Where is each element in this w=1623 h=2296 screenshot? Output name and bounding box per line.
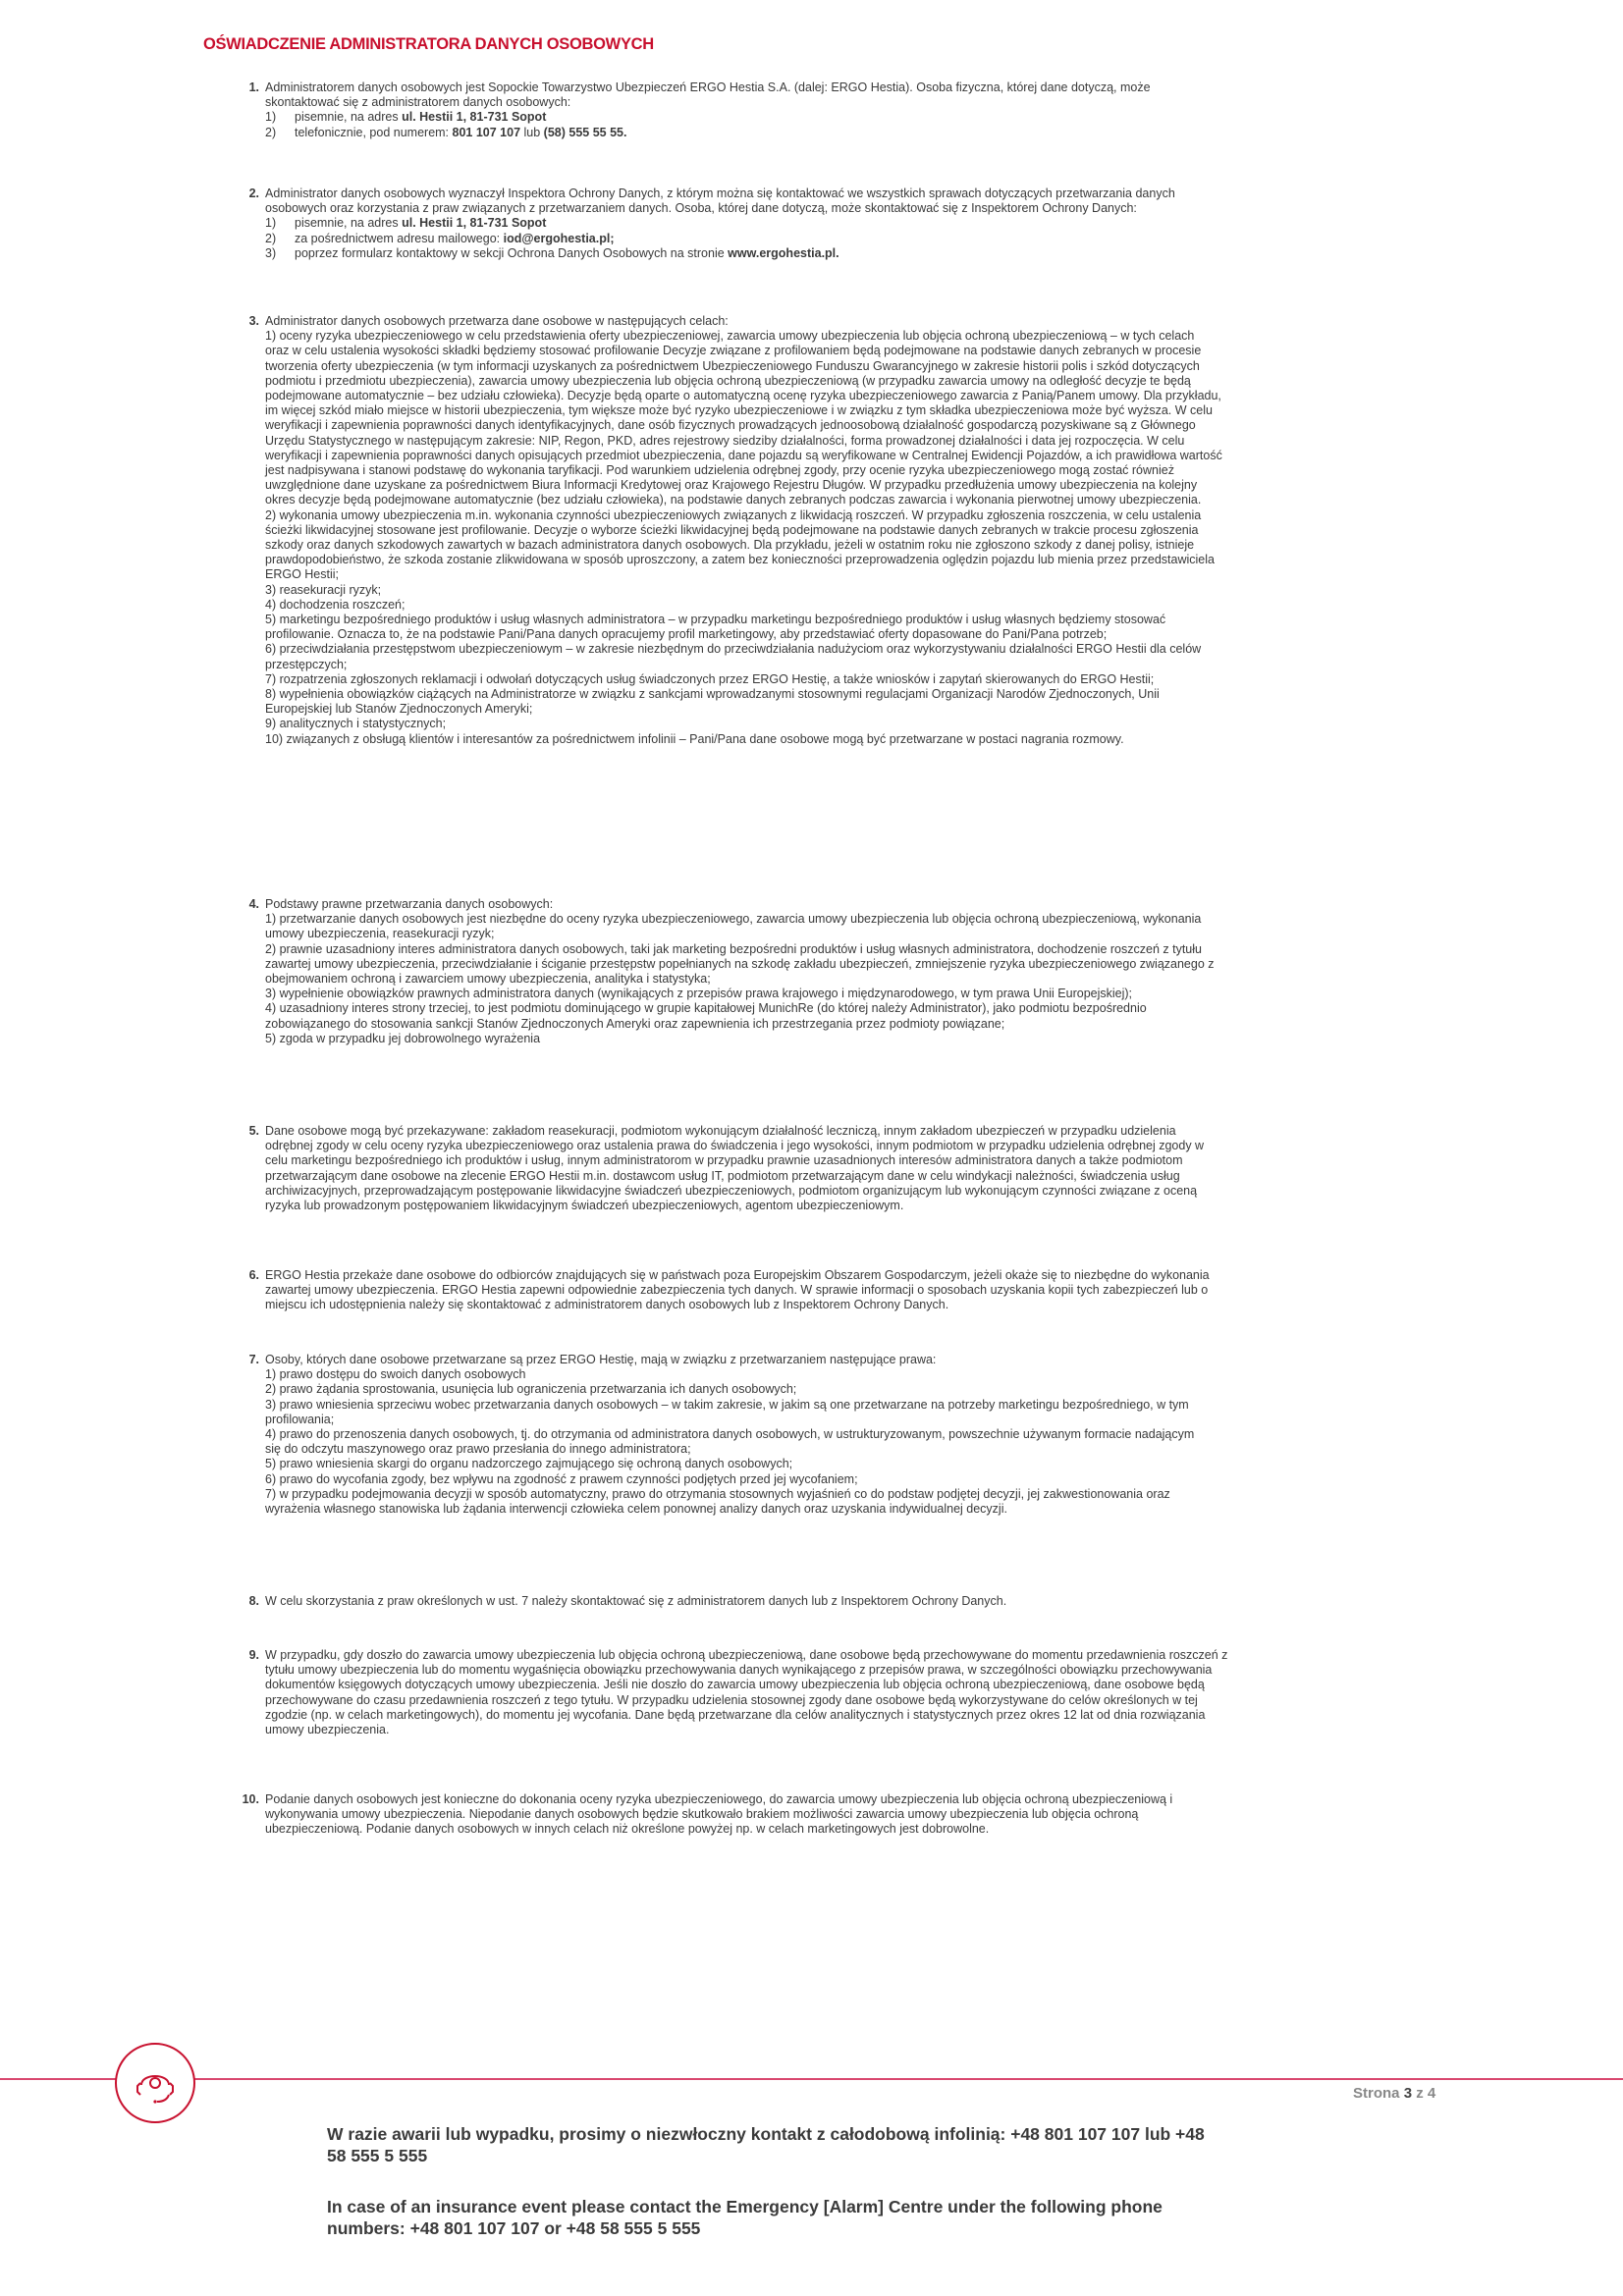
section-line: 1) oceny ryzyka ubezpieczeniowego w celu przedstawienia oferty ubezpieczeniowej, zawarcia umowy ubezpieczenia lub objęcia ochroną ubezpieczeniową – w tych celach — [265, 329, 1195, 344]
section-line: podejmowane automatycznie – bez udziału człowieka). Decyzje będą oparte o automatyczną ocenę ryzyka ubezpieczeniowego zawarcia z Panią/Panem umowy. Dla przykładu, — [265, 389, 1221, 403]
section-line: tworzenia oferty ubezpieczenia (w tym informacji uzyskanych za pośrednictwem Ubezpieczeniowego Funduszu Gwarancyjnego w zakresie historii polis i szkód dotyczących — [265, 358, 1200, 373]
section-line: obejmowaniem ochroną i zawarciem umowy ubezpieczenia, analityka i statystyka; — [265, 972, 711, 987]
section-line: szkody oraz danych szkodowych zawartych w bazach administratora danych osobowych. Dla przykładu, jeżeli w ostatnim roku nie zgłoszono szkody z danej polisy, istnieje — [265, 538, 1195, 553]
section-1 — [236, 80, 1453, 140]
section-line: 5) marketingu bezpośredniego produktów i usług własnych administratora – w przypadku marketingu bezpośredniego produktów i usług własnych będziemy stosować — [265, 613, 1166, 627]
section-line: 2) wykonania umowy ubezpieczenia m.in. wykonania czynności ubezpieczeniowych związanych z likwidacją roszczeń. W przypadku zgłoszenia roszczenia, w celu ustalenia — [265, 507, 1202, 522]
section-line: 4) dochodzenia roszczeń; — [265, 597, 406, 612]
section-7 — [236, 1353, 1453, 1517]
section-3 — [236, 314, 1453, 747]
section-8 — [236, 1594, 1453, 1609]
footer-divider — [0, 2078, 1623, 2080]
section-number: 8. — [248, 1594, 259, 1608]
section-line: zawartej umowy ubezpieczenia, przeciwdziałanie i ściganie przestępstw popełnianych na szkodę zakładu ubezpieczeń, zmniejszenie ryzyka ubezpieczeniowego związanego z — [265, 956, 1215, 971]
page-number: Strona 3 z 4 — [1353, 2085, 1436, 2102]
section-line: 8) wypełnienia obowiązków ciążących na Administratorze w związku z sankcjami wprowadzanymi stosownymi regulacjami Organizacji Narodów Zjednoczonych, Unii — [265, 687, 1160, 702]
list-item: 1) pisemnie, na adres ul. Hestii 1, 81-731 Sopot — [265, 216, 547, 231]
section-line: miejscu ich udostępnienia należy się skontaktować z administratorem danych osobowych lub z Inspektorem Ochrony Danych. — [265, 1298, 949, 1312]
section-line: ERGO Hestia przekaże dane osobowe do odbiorców znajdujących się w państwach poza Europejskim Obszarem Gospodarczym, jeżeli okaże się to niezbędne do wykonania — [265, 1268, 1210, 1282]
section-number: 7. — [248, 1353, 259, 1366]
section-line: wyrażenia własnego stanowiska lub żądania interwencji człowieka celem ponownej analizy danych oraz uzyskania indywidualnej decyzji. — [265, 1502, 1007, 1517]
section-line: 5) zgoda w przypadku jej dobrowolnego wyrażenia — [265, 1031, 541, 1045]
section-line: umowy ubezpieczenia, reasekuracji ryzyk; — [265, 927, 495, 941]
section-line: weryfikacji i zapewnienia poprawności danych opisujących przedmiot ubezpieczenia, dane pojazdu są weryfikowane w Centralnej Ewidencji Pojazdów, a ich prawidłowa wartość — [265, 448, 1222, 462]
section-2 — [236, 187, 1453, 261]
section-line: ERGO Hestii; — [265, 567, 340, 582]
page-title: OŚWIADCZENIE ADMINISTRATORA DANYCH OSOBOWYCH — [203, 35, 654, 53]
section-10 — [236, 1792, 1453, 1838]
section-line: Podanie danych osobowych jest konieczne do dokonania oceny ryzyka ubezpieczeniowego, do zawarcia umowy ubezpieczenia lub objęcia ochroną ubezpieczeniową i — [265, 1792, 1173, 1806]
section-line: Podstawy prawne przetwarzania danych osobowych: — [265, 897, 554, 911]
section-line: 4) prawo do przenoszenia danych osobowych, tj. do otrzymania od administratora danych osobowych, w ustrukturyzowanym, powszechnie używanym formacie nadającym — [265, 1427, 1195, 1442]
section-line: ryzyka lub prowadzonym postępowaniem likwidacyjnym świadczeń ubezpieczeniowych, agentom ubezpieczeniowym. — [265, 1199, 904, 1213]
section-number: 6. — [248, 1268, 259, 1282]
headset-icon — [134, 2061, 177, 2105]
section-line: 1) prawo dostępu do swoich danych osobowych — [265, 1367, 526, 1382]
section-line: tytułu umowy ubezpieczenia lub do momentu wygaśnięcia obowiązku przechowywania danych wynikającego z przepisów prawa, w szczególności obowiązku przechowywania — [265, 1663, 1213, 1678]
section-line: Administrator danych osobowych przetwarza dane osobowe w następujących celach: — [265, 314, 729, 328]
section-line: weryfikacji i zapewnienia poprawności danych identyfikacyjnych, dane osób fizycznych prowadzących jednoosobową działalność gospodarczą pozyskiwane są z Głównego — [265, 418, 1196, 433]
section-line: im więcej szkód miało miejsce w historii ubezpieczenia, tym większe może być ryzyko ubezpieczeniowe i w związku z tym składka ubezpieczeniowa może być wyższa. W celu — [265, 403, 1213, 418]
section-number: 1. — [248, 80, 259, 94]
section-line: oraz w celu ustalenia wysokości składki będziemy stosować profilowanie Decyzje związane z profilowaniem będą podejmowane na podstawie danych zebranych w procesie — [265, 344, 1202, 358]
section-line: Administrator danych osobowych wyznaczył Inspektora Ochrony Danych, z którym można się kontaktować we wszystkich sprawach dotyczących przetwarzania danych — [265, 187, 1175, 200]
section-line: jest nadpisywana i stanowi podstawę do wykonania taryfikacji. Pod warunkiem udzielenia odrębnej zgody, przy ocenie ryzyka ubezpieczeniowego mogą zostać również — [265, 463, 1174, 478]
section-line: okres decyzje będą podejmowane automatycznie (bez udziału człowieka), na podstawie danych zebranych podczas zawarcia i wykonania pierwotnej umowy ubezpieczenia. — [265, 493, 1202, 507]
section-line: 3) prawo wniesienia sprzeciwu wobec przetwarzania danych osobowych – w takim zakresie, w jakim są one przetwarzane na potrzeby marketingu bezpośredniego, w tym — [265, 1397, 1189, 1412]
section-5 — [236, 1124, 1453, 1213]
section-line: podmiotu i przedmiotu ubezpieczenia), zawarcia umowy ubezpieczenia lub objęcia ochroną ubezpieczeniową (w przypadku zawarcia umowy na odległość decyzje te będą — [265, 373, 1191, 388]
section-line: celu marketingu bezpośredniego ich produktów i usług, innym administratorom w przypadku prawnie uzasadnionych interesów administratora danych a także podmiotom — [265, 1153, 1183, 1168]
section-line: zgodzie (np. w celach marketingowych), do momentu jej wycofania. Dane będą przetwarzane dla celów analitycznych i statystycznych przez okres 12 lat od dnia rozwiązania — [265, 1707, 1206, 1722]
footer-polish-contact: W razie awarii lub wypadku, prosimy o niezwłoczny kontakt z całodobową infolinią: +48 801 107 107 lub +48 58 555 5 555 — [327, 2124, 1205, 2165]
section-line: przestępczych; — [265, 657, 348, 671]
section-line: osobowych oraz korzystania z praw związanych z przetwarzaniem danych. Osoba, której dane dotyczą, może skontaktować się z Inspektorem Ochrony Danych: — [265, 201, 1137, 216]
section-line: umowy ubezpieczenia. — [265, 1723, 390, 1737]
section-line: 7) rozpatrzenia zgłoszonych reklamacji i odwołań dotyczących usług świadczonych przez ERGO Hestię, a także wniosków i zapytań skierowanych do ERGO Hestii; — [265, 671, 1155, 686]
section-line: 3) wypełnienie obowiązków prawnych administratora danych (wynikających z przepisów prawa krajowego i międzynarodowego, w tym prawa Unii Europejskiej); — [265, 987, 1133, 1001]
section-line: 2) prawo żądania sprostowania, usunięcia lub ograniczenia przetwarzania ich danych osobowych; — [265, 1382, 797, 1397]
section-line: Urzędu Statystycznego w następującym zakresie: NIP, Regon, PKD, adres rejestrowy siedziby działalności, forma prowadzonej działalności i data jej rozpoczęcia. W celu — [265, 433, 1185, 448]
section-line: ubezpieczeniową. Podanie danych osobowych w innych celach niż określone powyżej np. w celach marketingowych jest dobrowolne. — [265, 1822, 990, 1837]
section-number: 4. — [248, 897, 259, 911]
section-line: 5) prawo wniesienia skargi do organu nadzorczego zajmującego się ochroną danych osobowych; — [265, 1457, 793, 1471]
section-line: profilowanie. Oznacza to, że na podstawie Pani/Pana danych opracujemy profil marketingowy, aby przedstawiać oferty dopasowane do Pani/Pana potrzeb; — [265, 627, 1108, 642]
company-logo — [115, 2043, 195, 2123]
section-line: ścieżki likwidacyjnej stosowane jest profilowanie. Decyzje o wyborze ścieżki likwidacyjnej będą podejmowane na podstawie danych zebranych w trakcie procesu zgłoszenia — [265, 522, 1199, 537]
section-line: 10) związanych z obsługą klientów i interesantów za pośrednictwem infolinii – Pani/Pana dane osobowe mogą być przetwarzane w postaci nagrania rozmowy. — [265, 731, 1124, 746]
section-number: 2. — [248, 187, 259, 200]
section-line: 3) reasekuracji ryzyk; — [265, 582, 382, 597]
section-number: 10. — [242, 1792, 259, 1806]
section-line: uwzględnione dane uzyskane za pośrednictwem Biura Informacji Kredytowej oraz Krajowego Rejestru Długów. W przypadku przedłużenia umowy ubezpieczenia na kolejny — [265, 478, 1198, 493]
section-line: skontaktować się z administratorem danych osobowych: — [265, 95, 571, 110]
section-line: 2) prawnie uzasadniony interes administratora danych osobowych, taki jak marketing bezpośredni produktów i usług własnych administratora, dochodzenie roszczeń z tytułu — [265, 941, 1202, 956]
section-line: Osoby, których dane osobowe przetwarzane są przez ERGO Hestię, mają w związku z przetwarzaniem następujące prawa: — [265, 1353, 937, 1366]
section-number: 3. — [248, 314, 259, 328]
section-number: 9. — [248, 1648, 259, 1662]
section-line: prawdopodobieństwo, że szkoda zostanie zlikwidowana w sposób uproszczony, a zatem bez konieczności przeprowadzenia oględzin pojazdu lub mienia przez przedstawiciela — [265, 553, 1215, 567]
section-number: 5. — [248, 1124, 259, 1138]
section-line: 6) przeciwdziałania przestępstwom ubezpieczeniowym – w zakresie niezbędnym do przeciwdziałania nadużyciom oraz wykorzystywaniu działalności ERGO Hestii dla celów — [265, 642, 1202, 657]
section-line: 9) analitycznych i statystycznych; — [265, 717, 447, 731]
list-item: 1) pisemnie, na adres ul. Hestii 1, 81-731 Sopot — [265, 110, 547, 125]
section-line: wykonywania umowy ubezpieczenia. Niepodanie danych osobowych będzie skutkowało brakiem możliwości zawarcia umowy ubezpieczenia lub objęcia ochroną — [265, 1807, 1139, 1822]
section-line: odrębnej zgody w celu oceny ryzyka ubezpieczeniowego oraz ustalenia prawa do świadczenia i jego wysokości, innym podmiotom w przypadku udzielenia odrębnej zgody w — [265, 1139, 1205, 1153]
section-line: przetwarzającym dane osobowe na zlecenie ERGO Hestii m.in. dostawcom usług IT, podmiotom przetwarzającym dane w celu windykacji należności, świadczenia usług — [265, 1168, 1180, 1183]
section-line: przechowywane do czasu przedawnienia roszczeń z tego tytułu. W przypadku udzielenia stosownej zgody dane osobowe będą wykorzystywane do celów określonych w tej — [265, 1692, 1198, 1707]
section-line: 6) prawo do wycofania zgody, bez wpływu na zgodność z prawem czynności podjętych przed jej wycofaniem; — [265, 1471, 858, 1486]
section-9 — [236, 1648, 1453, 1737]
footer-english-contact: In case of an insurance event please contact the Emergency [Alarm] Centre under the following phone numbers: +48 801 107 107 or +48 58 555 5 555 — [327, 2197, 1163, 2238]
section-6 — [236, 1268, 1453, 1313]
section-line: 1) przetwarzanie danych osobowych jest niezbędne do oceny ryzyka ubezpieczeniowego, zawarcia umowy ubezpieczenia lub objęcia ochroną ubezpieczeniową, wykonania — [265, 912, 1202, 927]
list-item: 2) telefonicznie, pod numerem: 801 107 107 lub (58) 555 55 55. — [265, 125, 627, 139]
section-line: Dane osobowe mogą być przekazywane: zakładom reasekuracji, podmiotom wykonującym działalność leczniczą, innym zakładom ubezpieczeń w przypadku udzielenia — [265, 1124, 1176, 1138]
section-line: W celu skorzystania z praw określonych w ust. 7 należy skontaktować się z administratorem danych lub z Inspektorem Ochrony Danych. — [265, 1594, 1007, 1608]
section-line: 7) w przypadku podejmowania decyzji w sposób automatyczny, prawo do otrzymania stosownych wyjaśnień co do podstaw podjętej decyzji, jej zakwestionowania oraz — [265, 1486, 1170, 1501]
list-item: 2) za pośrednictwem adresu mailowego: iod@ergohestia.pl; — [265, 231, 615, 245]
section-line: profilowania; — [265, 1412, 335, 1426]
section-4 — [236, 897, 1453, 1046]
section-line: Administratorem danych osobowych jest Sopockie Towarzystwo Ubezpieczeń ERGO Hestia S.A. (dalej: ERGO Hestia). Osoba fizyczna, której dane dotyczą, może — [265, 80, 1151, 94]
list-item: 3) poprzez formularz kontaktowy w sekcji Ochrona Danych Osobowych na stronie www.ergohestia.pl. — [265, 245, 839, 260]
section-line: W przypadku, gdy doszło do zawarcia umowy ubezpieczenia lub objęcia ochroną ubezpieczeniową, dane osobowe będą przechowywane do momentu przedawnienia roszczeń z — [265, 1648, 1228, 1662]
section-line: się do odczytu maszynowego oraz prawo przesłania do innego administratora; — [265, 1442, 691, 1457]
section-line: zobowiązanego do stosowania sankcji Stanów Zjednoczonych Ameryki oraz zapewnienia ich przestrzegania przez podmioty powiązane; — [265, 1016, 1005, 1031]
section-line: zawartej umowy ubezpieczenia. ERGO Hestia zapewni odpowiednie zabezpieczenia tych danych. W sprawie informacji o sposobach uzyskania kopii tych zabezpieczeń lub o — [265, 1283, 1209, 1298]
section-line: dokumentów księgowych dotyczących umowy ubezpieczenia. Jeśli nie doszło do zawarcia umowy ubezpieczenia lub objęcia ochroną ubezpieczeniową, dane osobowe będą — [265, 1678, 1205, 1692]
section-line: 4) uzasadniony interes strony trzeciej, to jest podmiotu dominującego w grupie kapitałowej MunichRe (do której należy Administrator), jako podmiotu bezpośrednio — [265, 1001, 1147, 1016]
section-line: archiwizacyjnych, przeprowadzającym postępowanie likwidacyjne świadczeń ubezpieczeniowych, podmiotom organizującym lub wykonującym czynności związane z oceną — [265, 1183, 1198, 1198]
section-line: Europejskiej lub Stanów Zjednoczonych Ameryki; — [265, 702, 533, 717]
